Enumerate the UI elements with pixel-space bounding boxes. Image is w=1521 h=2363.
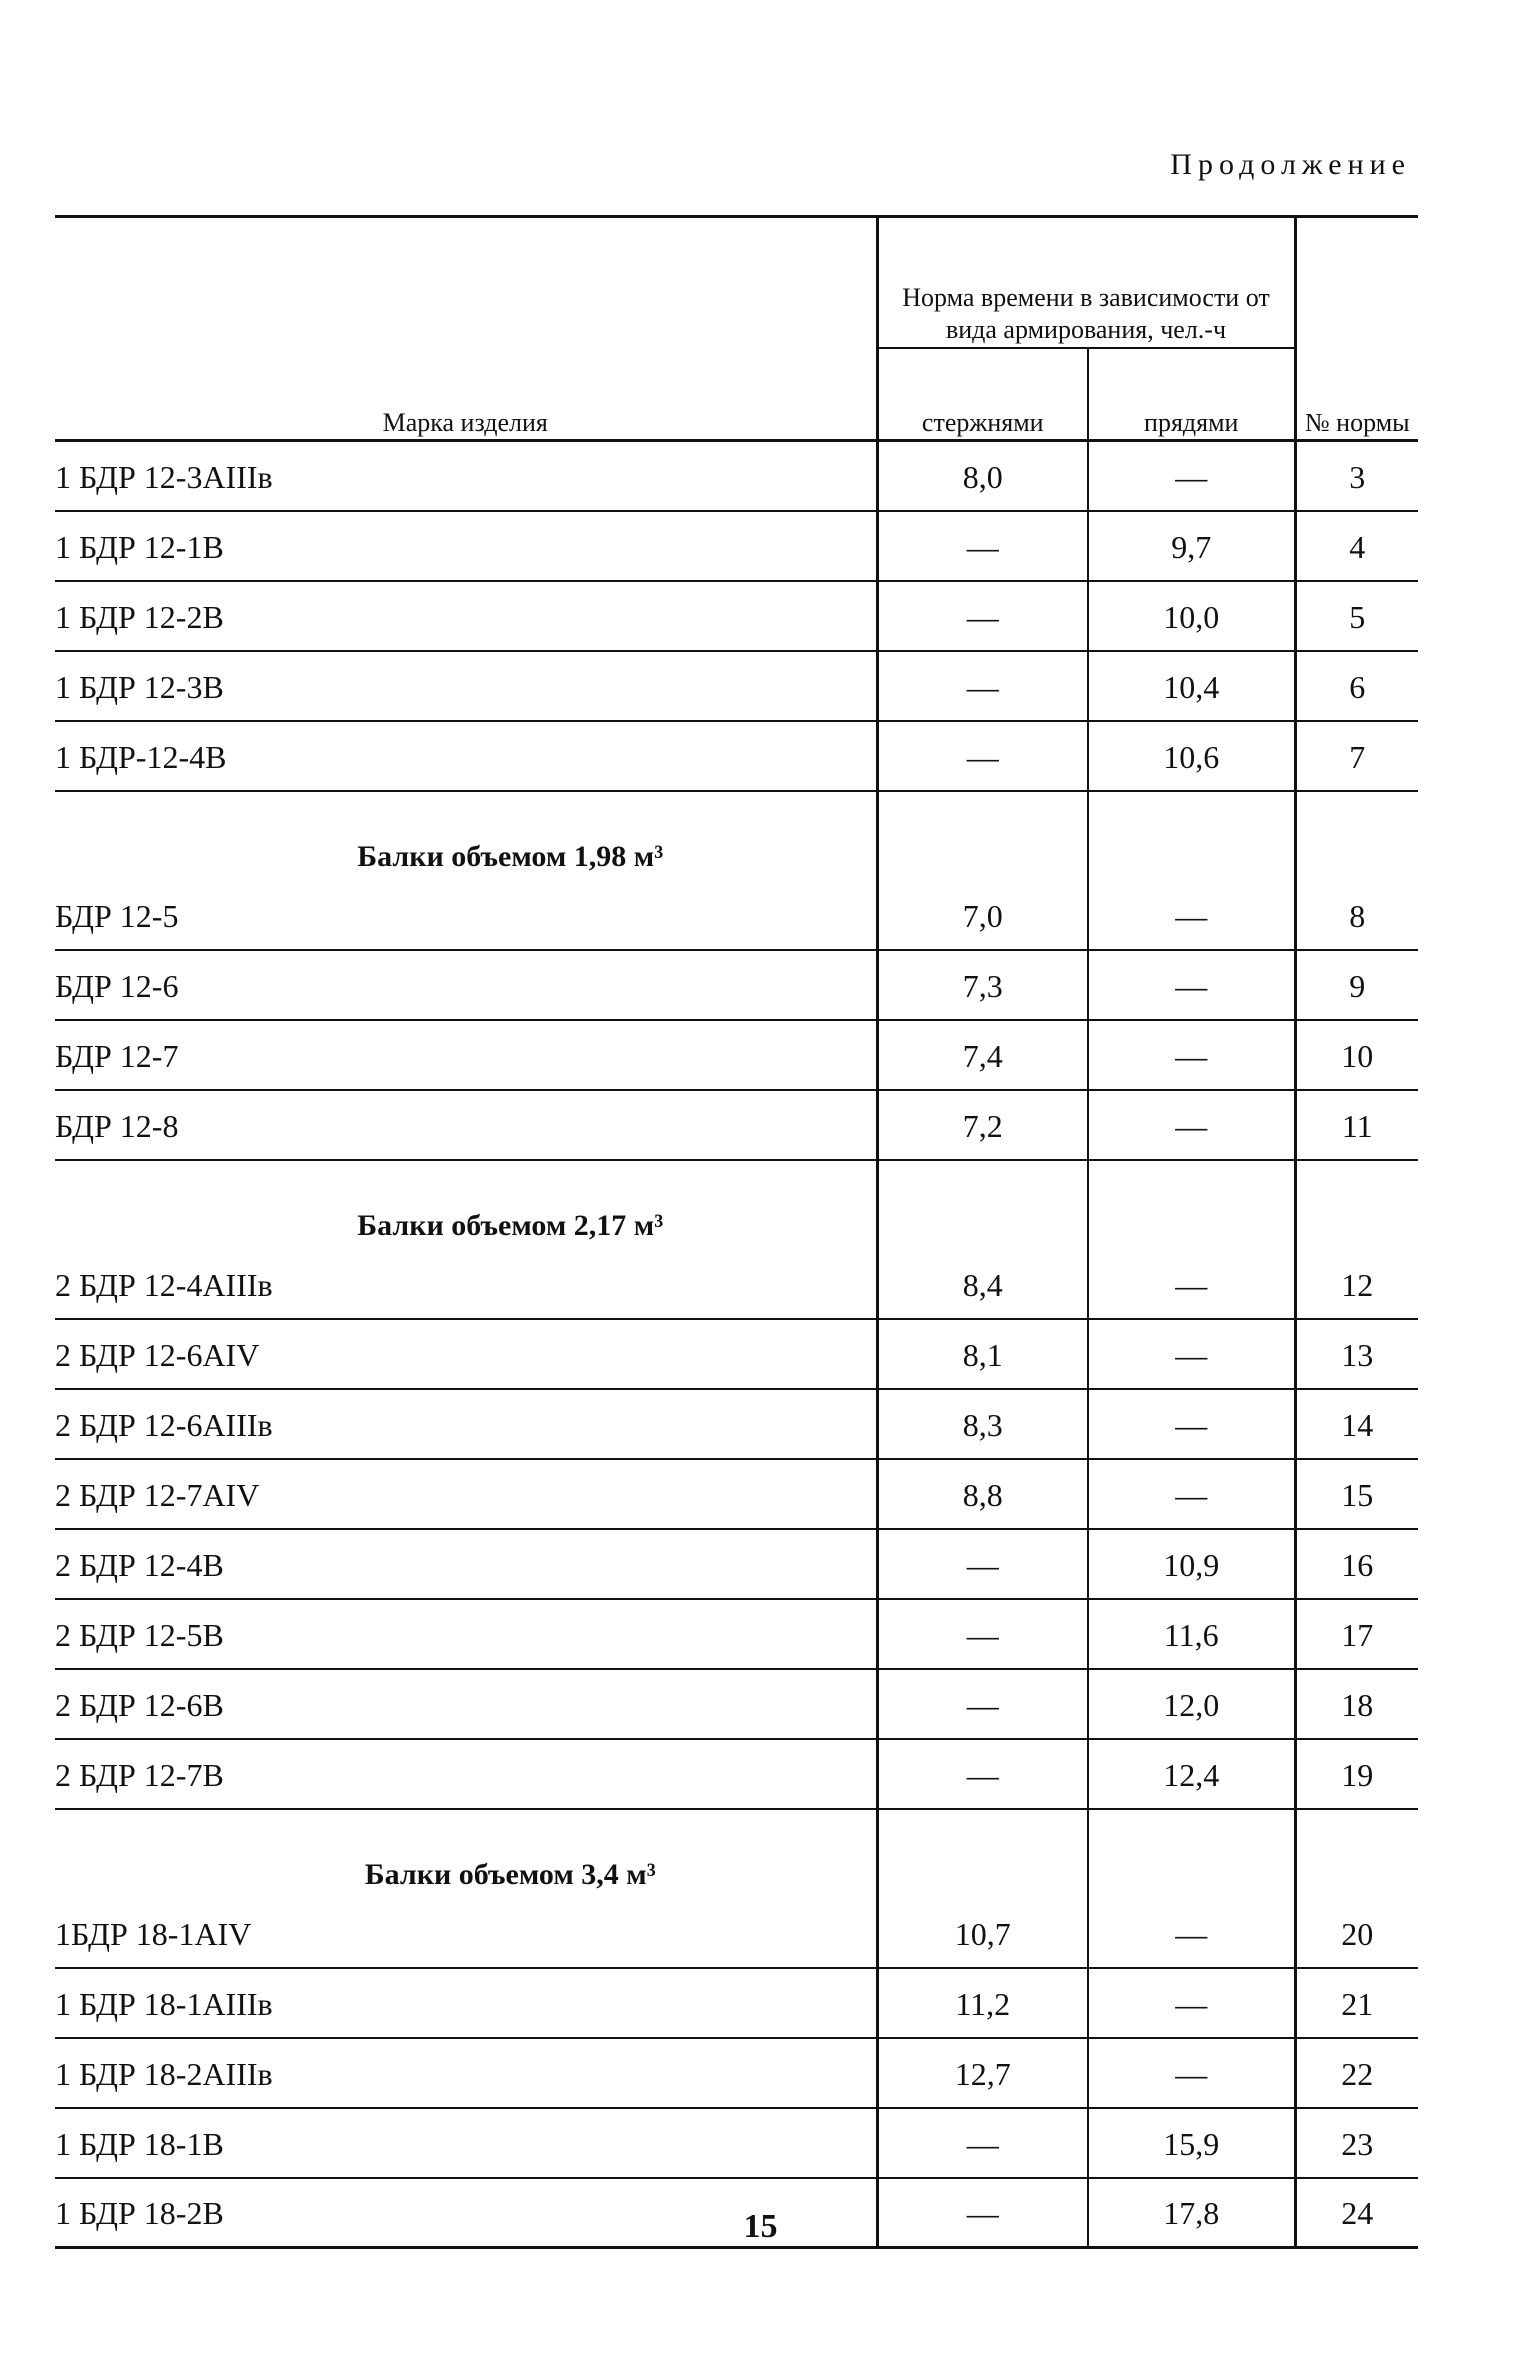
strands-norm-cell: 12,4 <box>1088 1739 1295 1809</box>
section-spacer-cell <box>1295 1160 1418 1249</box>
table-row <box>55 880 1418 950</box>
product-mark-cell: 2 БДР 12-5В <box>55 1599 877 1669</box>
table-row <box>55 2108 1418 2178</box>
strands-norm-cell: 17,8 <box>1088 2178 1295 2248</box>
strands-norm-cell: 10,6 <box>1088 721 1295 791</box>
rods-norm-cell: 8,8 <box>877 1459 1088 1529</box>
rods-norm-cell: 8,4 <box>877 1249 1088 1319</box>
rods-norm-cell: — <box>877 1739 1088 1809</box>
table-row <box>55 1739 1418 1809</box>
norm-number-cell: 10 <box>1295 1020 1418 1090</box>
table-row <box>55 2038 1418 2108</box>
product-mark-cell: БДР 12-6 <box>55 950 877 1020</box>
rods-norm-cell: — <box>877 1669 1088 1739</box>
norm-number-cell: 8 <box>1295 880 1418 950</box>
product-mark-cell: 2 БДР 12-4В <box>55 1529 877 1599</box>
rods-norm-cell: 11,2 <box>877 1968 1088 2038</box>
product-mark-cell: 2 БДР 12-7В <box>55 1739 877 1809</box>
product-mark-cell: 1 БДР-12-4В <box>55 721 877 791</box>
column-header-norm: Норма времени в зависимости от вида армирования, чел.-ч <box>877 217 1295 348</box>
strands-norm-cell: — <box>1088 2038 1295 2108</box>
norm-number-cell: 6 <box>1295 651 1418 721</box>
product-mark-cell: 1 БДР 18-1В <box>55 2108 877 2178</box>
strands-norm-cell: — <box>1088 880 1295 950</box>
rods-norm-cell: 12,7 <box>877 2038 1088 2108</box>
norm-number-cell: 3 <box>1295 441 1418 511</box>
product-mark-cell: 1 БДР 12-2В <box>55 581 877 651</box>
rods-norm-cell: 8,1 <box>877 1319 1088 1389</box>
norm-number-cell: 9 <box>1295 950 1418 1020</box>
rods-norm-cell: 8,3 <box>877 1389 1088 1459</box>
section-spacer-cell <box>1295 1809 1418 1898</box>
rods-norm-cell: 10,7 <box>877 1898 1088 1968</box>
strands-norm-cell: — <box>1088 1459 1295 1529</box>
norm-number-cell: 4 <box>1295 511 1418 581</box>
norm-number-cell: 18 <box>1295 1669 1418 1739</box>
table-row <box>55 1319 1418 1389</box>
strands-norm-cell: 12,0 <box>1088 1669 1295 1739</box>
section-spacer-cell <box>877 791 1088 880</box>
rods-norm-cell: — <box>877 1529 1088 1599</box>
norm-number-cell: 7 <box>1295 721 1418 791</box>
product-mark-cell: 1 БДР 18-2АIIIв <box>55 2038 877 2108</box>
rods-norm-cell: — <box>877 511 1088 581</box>
column-header-number: № нормы <box>1295 217 1418 441</box>
section-title: Балки объемом 1,98 м³ <box>357 839 664 873</box>
strands-norm-cell: — <box>1088 1389 1295 1459</box>
section-spacer-cell <box>877 1809 1088 1898</box>
norm-number-cell: 15 <box>1295 1459 1418 1529</box>
table-row <box>55 1669 1418 1739</box>
table-row <box>55 950 1418 1020</box>
section-heading-row <box>55 1809 1418 1898</box>
strands-norm-cell: 15,9 <box>1088 2108 1295 2178</box>
product-mark-cell: 2 БДР 12-7АIV <box>55 1459 877 1529</box>
column-header-strands: прядями <box>1088 348 1295 441</box>
strands-norm-cell: — <box>1088 1319 1295 1389</box>
strands-norm-cell: — <box>1088 1249 1295 1319</box>
table-header <box>55 217 1418 441</box>
strands-norm-cell: 10,4 <box>1088 651 1295 721</box>
strands-norm-cell: — <box>1088 1020 1295 1090</box>
strands-norm-cell: 9,7 <box>1088 511 1295 581</box>
continuation-label: Продолжение <box>1170 148 1411 181</box>
rods-norm-cell: 7,2 <box>877 1090 1088 1160</box>
strands-norm-cell: — <box>1088 950 1295 1020</box>
rods-norm-cell: — <box>877 2178 1088 2248</box>
table-row <box>55 511 1418 581</box>
table-row <box>55 1459 1418 1529</box>
product-mark-cell: 2 БДР 12-6В <box>55 1669 877 1739</box>
rods-norm-cell: — <box>877 1599 1088 1669</box>
product-mark-cell: 1 БДР 18-1АIIIв <box>55 1968 877 2038</box>
norm-number-cell: 12 <box>1295 1249 1418 1319</box>
rods-norm-cell: 7,4 <box>877 1020 1088 1090</box>
strands-norm-cell: 10,0 <box>1088 581 1295 651</box>
rods-norm-cell: 7,0 <box>877 880 1088 950</box>
section-heading-row <box>55 791 1418 880</box>
table-row <box>55 1599 1418 1669</box>
section-heading-row <box>55 1160 1418 1249</box>
table-row <box>55 651 1418 721</box>
strands-norm-cell: — <box>1088 1898 1295 1968</box>
rods-norm-cell: — <box>877 581 1088 651</box>
section-spacer-cell <box>877 1160 1088 1249</box>
rods-norm-cell: — <box>877 651 1088 721</box>
table-row <box>55 1090 1418 1160</box>
section-spacer-cell <box>1088 1160 1295 1249</box>
page-number: 15 <box>743 2208 778 2245</box>
table-body <box>55 441 1418 2248</box>
norm-number-cell: 20 <box>1295 1898 1418 1968</box>
strands-norm-cell: — <box>1088 441 1295 511</box>
strands-norm-cell: 11,6 <box>1088 1599 1295 1669</box>
norm-number-cell: 11 <box>1295 1090 1418 1160</box>
rods-norm-cell: — <box>877 2108 1088 2178</box>
strands-norm-cell: 10,9 <box>1088 1529 1295 1599</box>
strands-norm-cell: — <box>1088 1090 1295 1160</box>
norm-number-cell: 24 <box>1295 2178 1418 2248</box>
column-header-mark: Марка изделия <box>55 217 877 441</box>
product-mark-cell: БДР 12-7 <box>55 1020 877 1090</box>
product-mark-cell: БДР 12-8 <box>55 1090 877 1160</box>
section-spacer-cell <box>1088 1809 1295 1898</box>
norm-number-cell: 14 <box>1295 1389 1418 1459</box>
norm-number-cell: 17 <box>1295 1599 1418 1669</box>
product-mark-cell: БДР 12-5 <box>55 880 877 950</box>
product-mark-cell: 2 БДР 12-4АIIIв <box>55 1249 877 1319</box>
product-mark-cell: 1БДР 18-1АIV <box>55 1898 877 1968</box>
table-row <box>55 441 1418 511</box>
table-row <box>55 1529 1418 1599</box>
table-row <box>55 1968 1418 2038</box>
section-title: Балки объемом 2,17 м³ <box>357 1208 664 1242</box>
norm-number-cell: 5 <box>1295 581 1418 651</box>
column-header-rods: стержнями <box>877 348 1088 441</box>
norm-number-cell: 21 <box>1295 1968 1418 2038</box>
norm-number-cell: 16 <box>1295 1529 1418 1599</box>
product-mark-cell: 2 БДР 12-6АIV <box>55 1319 877 1389</box>
norm-number-cell: 13 <box>1295 1319 1418 1389</box>
product-mark-cell: 2 БДР 12-6АIIIв <box>55 1389 877 1459</box>
table-row <box>55 1020 1418 1090</box>
table-row <box>55 581 1418 651</box>
section-title: Балки объемом 3,4 м³ <box>364 1857 656 1891</box>
section-spacer-cell <box>1295 791 1418 880</box>
rods-norm-cell: 8,0 <box>877 441 1088 511</box>
norm-number-cell: 19 <box>1295 1739 1418 1809</box>
table-row <box>55 721 1418 791</box>
table-row <box>55 1389 1418 1459</box>
rods-norm-cell: 7,3 <box>877 950 1088 1020</box>
norm-number-cell: 23 <box>1295 2108 1418 2178</box>
product-mark-cell: 1 БДР 12-3АIIIв <box>55 441 877 511</box>
product-mark-cell: 1 БДР 12-1В <box>55 511 877 581</box>
norms-table <box>55 215 1418 2249</box>
product-mark-cell: 1 БДР 12-3В <box>55 651 877 721</box>
rods-norm-cell: — <box>877 721 1088 791</box>
strands-norm-cell: — <box>1088 1968 1295 2038</box>
section-spacer-cell <box>1088 791 1295 880</box>
table-row <box>55 1898 1418 1968</box>
product-mark-cell: 1 БДР 18-2В <box>55 2178 877 2248</box>
norm-number-cell: 22 <box>1295 2038 1418 2108</box>
table-row <box>55 1249 1418 1319</box>
